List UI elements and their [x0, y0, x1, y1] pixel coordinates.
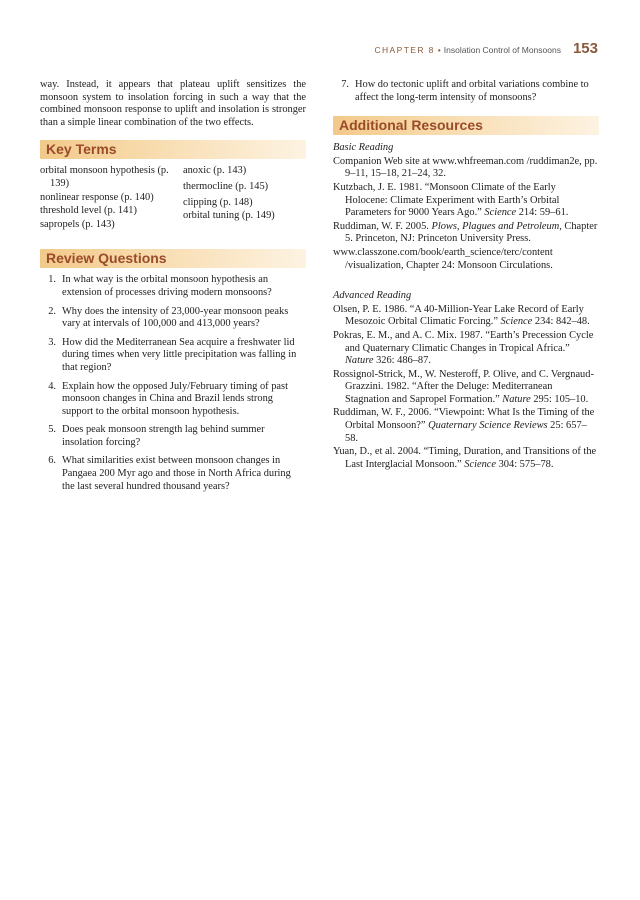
basic-reading-heading: Basic Reading	[333, 142, 394, 154]
review-question: 7. How do tectonic uplift and orbital variations combine to affect the long-term intensity of monsoons?	[341, 79, 589, 103]
right-column	[333, 79, 599, 472]
key-term: sapropels (p. 143)	[40, 218, 115, 230]
reference-entry: Olsen, P. E. 1986. “A 40-Million-Year Lake Record of Early Mesozoic Orbital Climatic Forcing.” Science 234: 842–48.	[333, 303, 590, 328]
review-question: 6. What similarities exist between monsoon changes in Pangaea 200 Myr ago and those in North Africa during the last several hundred thousand years?	[48, 455, 291, 492]
key-term: threshold level (p. 141)	[40, 205, 137, 217]
reference-entry: Ruddiman, W. F. 2005. Plows, Plagues and Petroleum, Chapter 5. Princeton, NJ: Princeton University Press.	[333, 220, 598, 245]
review-questions-continued	[333, 79, 599, 104]
key-terms-heading: Key Terms	[40, 140, 306, 159]
header-bullet: •	[437, 45, 441, 55]
key-terms-column-1	[40, 165, 183, 232]
review-question: 5. Does peak monsoon strength lag behind summer insolation forcing?	[48, 424, 265, 448]
section-title: Insolation Control of Monsoons	[443, 45, 561, 55]
reference-entry: Ruddiman, W. F., 2006. “Viewpoint: What Is the Timing of the Orbital Monsoon?” Quaternary Science Reviews 25: 657–58.	[333, 407, 595, 444]
reference-entry: Kutzbach, J. E. 1981. “Monsoon Climate of the Early Holocene: Climate Experiment with Earth’s Orbital Parameters for 9000 Years Ago.” Science 214: 59–61.	[333, 181, 569, 219]
key-terms-column-2	[183, 165, 303, 232]
reference-entry: Pokras, E. M., and A. C. Mix. 1987. “Earth’s Precession Cycle and Quaternary Climatic Changes in Tropical Africa.” Nature 326: 486–87.	[333, 329, 594, 367]
key-term: orbital tuning (p. 149)	[183, 210, 275, 222]
intro-paragraph: way. Instead, it appears that plateau uplift sensitizes the monsoon system to insolation forcing in such a way that the combined monsoon response to uplift and insolation is stronger than a simple linear combination of the two effects.	[40, 79, 306, 128]
advanced-reading-heading: Advanced Reading	[333, 290, 412, 302]
key-terms-list	[40, 165, 306, 232]
review-question: 2. Why does the intensity of 23,000-year monsoon peaks vary at intervals of 100,000 and 413,000 years?	[48, 305, 289, 330]
key-term: orbital monsoon hypothesis (p. 139)	[40, 165, 169, 189]
running-header	[374, 40, 598, 57]
reference-entry: Companion Web site at www.whfreeman.com /ruddiman2e, pp. 9–11, 15–18, 21–24, 32.	[333, 155, 598, 180]
page-number: 153	[572, 40, 598, 57]
reference-entry: Yuan, D., et al. 2004. “Timing, Duration, and Transitions of the Last Interglacial Monsoon.” Science 304: 575–78.	[333, 446, 597, 470]
review-question: 3. How did the Mediterranean Sea acquire a freshwater lid during times when very little precipitation was falling in that region?	[48, 336, 297, 373]
reference-entry: www.classzone.com/book/earth_science/terc/content /visualization, Chapter 24: Monsoon Circulations.	[333, 246, 553, 271]
reference-entry: Rossignol-Strick, M., W. Nesteroff, P. Olive, and C. Vergnaud-Grazzini. 1982. “After the Deluge: Mediterranean Stagnation and Sapropel Formation.” Nature 295: 105–10.	[333, 368, 594, 405]
key-term: thermocline (p. 145)	[183, 180, 269, 192]
left-column	[40, 79, 306, 499]
review-questions-list	[40, 274, 306, 493]
basic-reading-list	[333, 156, 599, 272]
review-questions-heading: Review Questions	[40, 249, 306, 268]
key-term: nonlinear response (p. 140)	[40, 191, 154, 203]
review-question: 4. Explain how the opposed July/February timing of past monsoon changes in China and Brazil lends strong support to the orbital monsoon hypothesis.	[48, 380, 288, 417]
advanced-reading-list	[333, 304, 599, 472]
key-term: anoxic (p. 143)	[183, 165, 247, 177]
key-term: clipping (p. 148)	[183, 196, 253, 208]
additional-resources-heading: Additional Resources	[333, 116, 599, 135]
chapter-label: CHAPTER 8	[374, 45, 435, 55]
review-question: 1. In what way is the orbital monsoon hypothesis an extension of processes driving modern monsoons?	[48, 274, 272, 298]
